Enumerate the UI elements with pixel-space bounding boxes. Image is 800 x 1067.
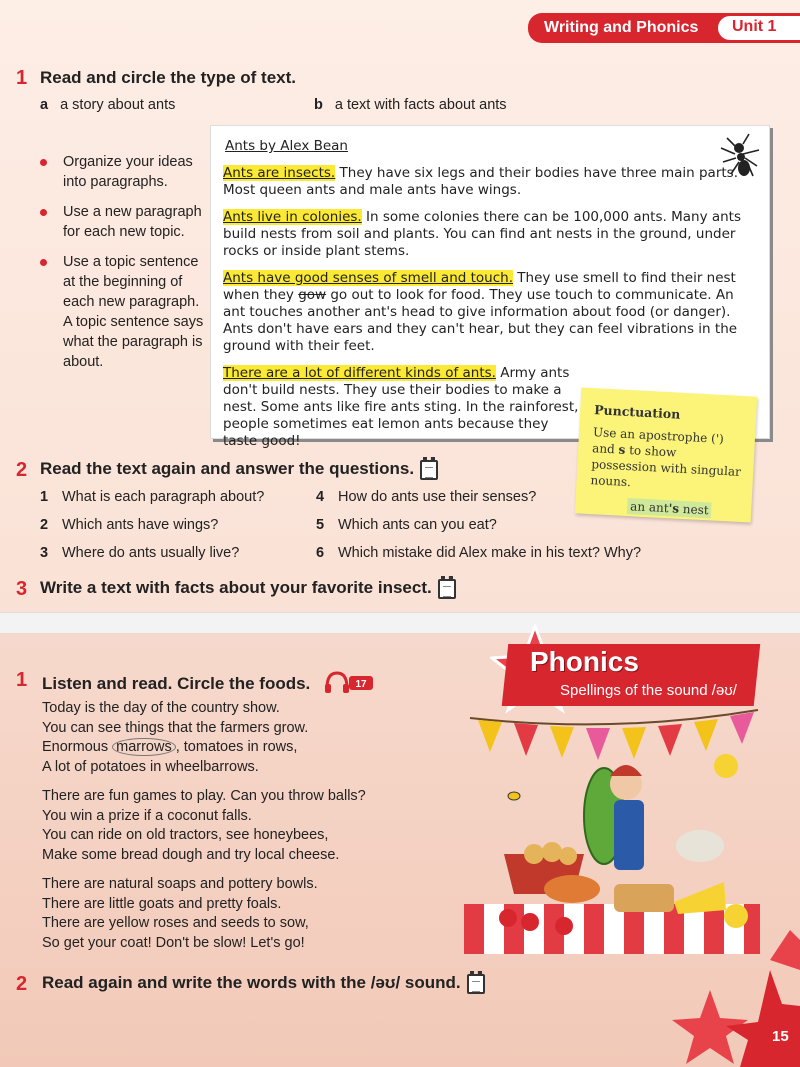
question-text: Which ants can you eat? — [338, 517, 497, 533]
exercise-1-number: 1 — [16, 67, 28, 89]
unit-label: Unit 1 — [718, 16, 800, 40]
paragraph-body: Army ants don't build nests. They use their bodies to make a nest. Some ants like fire ants sting. In the rainforest, people sometimes eat lemon ants because they taste good! — [223, 365, 579, 449]
question-text: How do ants use their senses? — [338, 489, 537, 505]
poem-line: So get your coat! Don't be slow! Let's go! — [42, 934, 305, 951]
instruction-text: Read again and write the words with the /əʊ/ sound. — [42, 973, 461, 992]
poem-stanza-3 — [42, 875, 318, 953]
poem-line — [42, 738, 308, 758]
exercise-2-instruction — [40, 459, 438, 480]
section-title: Writing and Phonics — [544, 19, 699, 36]
instruction-text: Write a text with facts about your favorite insect. — [40, 578, 432, 597]
phonics-exercise-1-instruction — [42, 670, 375, 699]
tip-item: Use a new paragraph for each new topic. — [38, 202, 208, 242]
writing-tips — [38, 152, 208, 382]
question-item — [40, 489, 264, 505]
exercise-1-instruction: Read and circle the type of text. — [40, 68, 297, 87]
track-number: 17 — [355, 679, 367, 690]
paragraph-body: In some colonies there can be 100,000 ants. Many ants build nests from soil and plants. You can find ant nests in the ground, under rocks or inside plant stems. — [223, 209, 742, 259]
question-item — [316, 517, 497, 533]
poem-stanza-1 — [42, 699, 308, 777]
punctuation-text: Use an apostrophe (') and — [591, 425, 725, 457]
question-item — [316, 545, 641, 561]
question-item — [316, 489, 536, 505]
question-item — [40, 517, 218, 533]
question-text: Where do ants usually live? — [62, 545, 240, 561]
poem-text: Enormous — [42, 739, 113, 755]
question-text: Which mistake did Alex make in his text? Why? — [338, 545, 642, 561]
header-ribbon — [528, 13, 800, 43]
example-bold: 's — [668, 501, 680, 516]
country-show-illustration — [464, 704, 760, 954]
paragraph-body: They have six legs and their bodies have three main parts. Most queen ants and male ants have wings. — [223, 165, 738, 198]
question-number: 5 — [316, 517, 325, 533]
ant-icon — [713, 128, 769, 182]
tip-item: Use a topic sentence at the beginning of each new paragraph. A topic sentence says what the paragraph is about. — [38, 252, 208, 372]
page-number: 15 — [772, 1028, 789, 1045]
punctuation-body — [590, 424, 745, 496]
paragraph-3 — [223, 270, 753, 355]
section-divider — [0, 612, 800, 634]
question-number: 3 — [40, 545, 49, 561]
option-b[interactable] — [314, 97, 507, 113]
topic-sentence: Ants are insects. — [223, 165, 336, 181]
topic-sentence: Ants live in colonies. — [223, 209, 362, 225]
poem-line: Today is the day of the country show. — [42, 700, 280, 716]
punctuation-example — [627, 498, 712, 518]
question-number: 6 — [316, 545, 325, 561]
example-text: an ant — [629, 499, 669, 516]
headphones-icon — [323, 670, 375, 694]
poem-line: There are natural soaps and pottery bowls. — [42, 876, 318, 892]
instruction-text: Listen and read. Circle the foods. — [42, 673, 311, 693]
option-a[interactable] — [40, 97, 175, 113]
poem-text: , tomatoes in rows, — [175, 739, 298, 755]
poem-line: You win a prize if a coconut falls. — [42, 807, 252, 824]
exercise-3-instruction — [40, 578, 456, 599]
phonics-title: Phonics — [530, 646, 639, 677]
option-a-text: a story about ants — [60, 97, 176, 113]
paragraph-4 — [223, 365, 583, 450]
notebook-icon — [438, 579, 456, 599]
punctuation-sticky-note — [575, 387, 757, 522]
paragraph-body: They use smell to find their nest when they — [223, 270, 736, 303]
punctuation-bold: s — [618, 442, 626, 457]
text-title: Ants by Alex Bean — [225, 138, 348, 154]
punctuation-text: to show possession with singular nouns. — [590, 442, 742, 490]
poem-line: There are yellow roses and seeds to sow, — [42, 915, 309, 931]
poem-line: Make some bread dough and try local cheese. — [42, 846, 340, 863]
question-text: Which ants have wings? — [62, 517, 219, 533]
circled-food-word: marrows — [112, 738, 176, 756]
crossed-out-word: gow — [298, 287, 327, 303]
poem-line: There are little goats and pretty foals. — [42, 895, 282, 912]
phonics-subtitle: Spellings of the sound /əʊ/ — [560, 682, 737, 699]
tip-item: Organize your ideas into paragraphs. — [38, 152, 208, 192]
exercise-3-number: 3 — [16, 578, 28, 600]
notebook-icon — [467, 974, 485, 994]
example-text: nest — [678, 501, 709, 518]
poem-line: There are fun games to play. Can you throw balls? — [42, 788, 366, 804]
option-a-letter: a — [40, 97, 49, 113]
question-text: What is each paragraph about? — [62, 489, 265, 505]
poem-line: A lot of potatoes in wheelbarrows. — [42, 758, 259, 775]
notebook-icon — [420, 460, 438, 480]
phonics-exercise-2-number: 2 — [16, 973, 28, 995]
question-number: 2 — [40, 517, 49, 533]
question-item — [40, 545, 239, 561]
topic-sentence: Ants have good senses of smell and touch. — [223, 270, 513, 286]
option-b-letter: b — [314, 97, 323, 113]
phonics-exercise-2-instruction — [42, 973, 485, 994]
phonics-exercise-1-number: 1 — [16, 669, 28, 691]
paragraph-1 — [223, 165, 753, 199]
instruction-text: Read the text again and answer the questions. — [40, 459, 415, 478]
topic-sentence: There are a lot of different kinds of ants. — [223, 365, 496, 381]
option-b-text: a text with facts about ants — [334, 97, 507, 113]
paragraph-body: go out to look for food. They use touch to communicate. An ant touches another ant's head to give information about food (or danger). Ants don't have ears and they can't hear, but they can feel vibrations in the ground with their feet. — [223, 287, 738, 354]
punctuation-title: Punctuation — [593, 402, 681, 422]
exercise-2-number: 2 — [16, 459, 28, 481]
paragraph-2 — [223, 209, 753, 260]
question-number: 1 — [40, 489, 49, 505]
poem-stanza-2 — [42, 787, 366, 865]
poem-line: You can ride on old tractors, see honeybees, — [42, 827, 329, 843]
question-number: 4 — [316, 489, 325, 505]
audio-track[interactable] — [323, 670, 375, 699]
star-corner-decoration-icon — [640, 930, 800, 1067]
poem-line: You can see things that the farmers grow. — [42, 719, 309, 736]
